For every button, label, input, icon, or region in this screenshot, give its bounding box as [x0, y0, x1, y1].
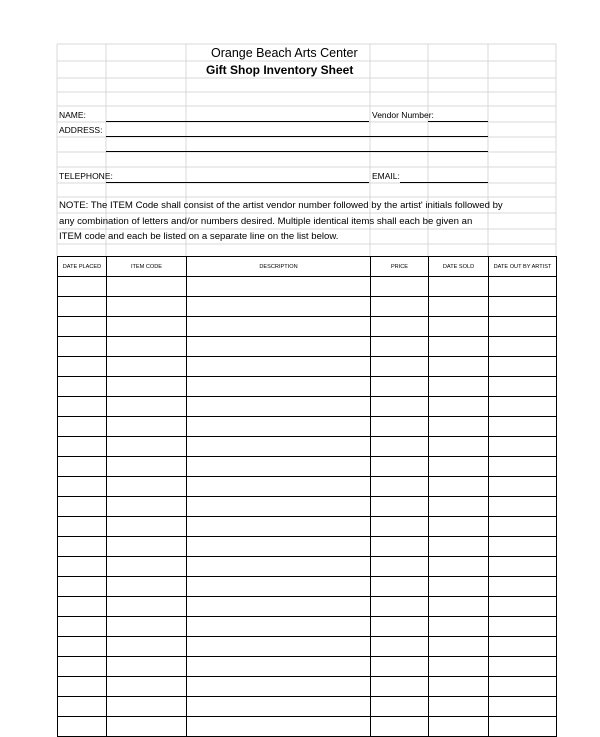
table-cell[interactable] [107, 457, 187, 477]
column-header-description: DESCRIPTION [187, 257, 371, 277]
table-cell[interactable] [429, 297, 489, 317]
table-cell[interactable] [371, 357, 429, 377]
table-cell[interactable] [371, 457, 429, 477]
table-row [58, 457, 557, 477]
table-row [58, 597, 557, 617]
table-row [58, 537, 557, 557]
table-cell[interactable] [489, 677, 557, 697]
table-cell[interactable] [58, 577, 107, 597]
table-cell[interactable] [107, 637, 187, 657]
table-cell[interactable] [107, 557, 187, 577]
table-cell[interactable] [489, 557, 557, 577]
table-cell[interactable] [429, 357, 489, 377]
table-cell[interactable] [371, 717, 429, 737]
table-cell[interactable] [58, 457, 107, 477]
table-cell[interactable] [107, 577, 187, 597]
table-cell[interactable] [107, 357, 187, 377]
table-cell[interactable] [107, 417, 187, 437]
table-cell[interactable] [58, 417, 107, 437]
table-row [58, 517, 557, 537]
table-cell[interactable] [371, 377, 429, 397]
vendor-number-label: Vendor Number: [372, 110, 434, 120]
table-cell[interactable] [371, 497, 429, 517]
table-cell[interactable] [371, 677, 429, 697]
table-cell[interactable] [429, 397, 489, 417]
table-cell[interactable] [58, 517, 107, 537]
table-cell[interactable] [107, 677, 187, 697]
table-row [58, 677, 557, 697]
address-field-line-2[interactable] [106, 151, 488, 152]
table-cell[interactable] [107, 697, 187, 717]
table-cell[interactable] [187, 517, 371, 537]
table-cell[interactable] [429, 557, 489, 577]
table-cell[interactable] [187, 597, 371, 617]
table-cell[interactable] [371, 617, 429, 637]
table-cell[interactable] [58, 317, 107, 337]
table-cell[interactable] [429, 277, 489, 297]
table-cell[interactable] [429, 577, 489, 597]
table-cell[interactable] [187, 497, 371, 517]
table-cell[interactable] [187, 357, 371, 377]
table-cell[interactable] [187, 637, 371, 657]
table-cell[interactable] [371, 517, 429, 537]
table-cell[interactable] [58, 357, 107, 377]
table-row [58, 637, 557, 657]
table-cell[interactable] [429, 517, 489, 537]
vendor-number-field[interactable] [428, 121, 488, 122]
table-cell[interactable] [429, 477, 489, 497]
table-cell[interactable] [187, 397, 371, 417]
table-cell[interactable] [107, 617, 187, 637]
table-row [58, 297, 557, 317]
table-cell[interactable] [489, 577, 557, 597]
table-cell[interactable] [489, 637, 557, 657]
table-cell[interactable] [58, 377, 107, 397]
table-row [58, 557, 557, 577]
table-cell[interactable] [187, 557, 371, 577]
table-row [58, 657, 557, 677]
table-cell[interactable] [371, 697, 429, 717]
table-cell[interactable] [489, 277, 557, 297]
table-cell[interactable] [58, 397, 107, 417]
table-row [58, 397, 557, 417]
table-cell[interactable] [371, 657, 429, 677]
table-cell[interactable] [371, 397, 429, 417]
email-field[interactable] [400, 182, 488, 183]
column-header-date-out-by-artist: DATE OUT BY ARTIST [489, 257, 557, 277]
note-line-3: ITEM code and each be listed on a separate line on the list below. [59, 231, 339, 242]
table-cell[interactable] [107, 437, 187, 457]
table-cell[interactable] [429, 717, 489, 737]
table-row [58, 417, 557, 437]
table-row [58, 317, 557, 337]
column-header-date-sold: DATE SOLD [429, 257, 489, 277]
table-cell[interactable] [429, 457, 489, 477]
table-cell[interactable] [107, 337, 187, 357]
table-row [58, 337, 557, 357]
table-cell[interactable] [58, 697, 107, 717]
table-cell[interactable] [187, 337, 371, 357]
column-header-price: PRICE [371, 257, 429, 277]
table-row [58, 497, 557, 517]
table-cell[interactable] [489, 657, 557, 677]
table-cell[interactable] [489, 337, 557, 357]
table-cell[interactable] [489, 357, 557, 377]
telephone-field[interactable] [106, 182, 369, 183]
table-header-row [58, 257, 557, 277]
table-row [58, 377, 557, 397]
table-cell[interactable] [58, 677, 107, 697]
table-cell[interactable] [371, 557, 429, 577]
table-cell[interactable] [107, 277, 187, 297]
column-header-date-placed: DATE PLACED [58, 257, 107, 277]
name-label: NAME: [59, 110, 86, 120]
table-cell[interactable] [187, 317, 371, 337]
table-cell[interactable] [58, 597, 107, 617]
table-cell[interactable] [489, 437, 557, 457]
telephone-label: TELEPHONE: [59, 171, 113, 181]
table-cell[interactable] [107, 517, 187, 537]
table-cell[interactable] [107, 297, 187, 317]
table-cell[interactable] [429, 617, 489, 637]
table-cell[interactable] [187, 477, 371, 497]
table-cell[interactable] [187, 537, 371, 557]
table-cell[interactable] [489, 457, 557, 477]
table-cell[interactable] [371, 337, 429, 357]
table-row [58, 437, 557, 457]
table-cell[interactable] [107, 377, 187, 397]
table-cell[interactable] [489, 417, 557, 437]
table-cell[interactable] [429, 317, 489, 337]
organization-name: Orange Beach Arts Center [211, 46, 358, 60]
sheet-title: Gift Shop Inventory Sheet [206, 63, 354, 77]
table-cell[interactable] [429, 597, 489, 617]
table-cell[interactable] [489, 697, 557, 717]
table-row [58, 617, 557, 637]
table-row [58, 477, 557, 497]
table-cell[interactable] [58, 297, 107, 317]
table-row [58, 277, 557, 297]
table-cell[interactable] [187, 457, 371, 477]
inventory-table-body [58, 277, 557, 737]
table-row [58, 357, 557, 377]
table-cell[interactable] [489, 597, 557, 617]
table-cell[interactable] [429, 437, 489, 457]
table-cell[interactable] [371, 437, 429, 457]
table-cell[interactable] [58, 557, 107, 577]
table-cell[interactable] [107, 657, 187, 677]
table-cell[interactable] [187, 277, 371, 297]
table-cell[interactable] [187, 437, 371, 457]
table-cell[interactable] [429, 417, 489, 437]
table-cell[interactable] [489, 397, 557, 417]
table-cell[interactable] [489, 517, 557, 537]
table-cell[interactable] [187, 297, 371, 317]
address-field-line-1[interactable] [106, 136, 488, 137]
table-cell[interactable] [187, 417, 371, 437]
table-cell[interactable] [187, 617, 371, 637]
table-cell[interactable] [58, 277, 107, 297]
table-cell[interactable] [371, 577, 429, 597]
table-cell[interactable] [429, 697, 489, 717]
table-cell[interactable] [187, 577, 371, 597]
table-cell[interactable] [107, 717, 187, 737]
table-cell[interactable] [489, 717, 557, 737]
table-row [58, 577, 557, 597]
table-cell[interactable] [371, 537, 429, 557]
table-cell[interactable] [371, 277, 429, 297]
table-cell[interactable] [58, 637, 107, 657]
table-cell[interactable] [429, 537, 489, 557]
table-cell[interactable] [107, 497, 187, 517]
table-cell[interactable] [107, 317, 187, 337]
table-cell[interactable] [371, 317, 429, 337]
table-cell[interactable] [429, 657, 489, 677]
table-cell[interactable] [371, 597, 429, 617]
table-cell[interactable] [187, 677, 371, 697]
table-cell[interactable] [489, 497, 557, 517]
name-field[interactable] [106, 121, 369, 122]
table-row [58, 697, 557, 717]
table-cell[interactable] [429, 677, 489, 697]
table-cell[interactable] [107, 477, 187, 497]
table-cell[interactable] [58, 537, 107, 557]
table-cell[interactable] [58, 437, 107, 457]
table-cell[interactable] [58, 497, 107, 517]
table-cell[interactable] [489, 477, 557, 497]
table-cell[interactable] [58, 617, 107, 637]
table-cell[interactable] [371, 297, 429, 317]
table-cell[interactable] [489, 377, 557, 397]
table-cell[interactable] [187, 697, 371, 717]
table-cell[interactable] [489, 537, 557, 557]
table-cell[interactable] [489, 297, 557, 317]
table-cell[interactable] [489, 617, 557, 637]
column-header-item-code: ITEM CODE [107, 257, 187, 277]
table-cell[interactable] [371, 637, 429, 657]
table-cell[interactable] [429, 497, 489, 517]
table-cell[interactable] [489, 317, 557, 337]
table-cell[interactable] [429, 337, 489, 357]
email-label: EMAIL: [372, 171, 400, 181]
table-cell[interactable] [371, 417, 429, 437]
table-cell[interactable] [187, 377, 371, 397]
table-cell[interactable] [107, 597, 187, 617]
table-cell[interactable] [187, 657, 371, 677]
table-cell[interactable] [107, 397, 187, 417]
table-cell[interactable] [371, 477, 429, 497]
table-cell[interactable] [58, 717, 107, 737]
note-line-2: any combination of letters and/or numbers desired. Multiple identical items shall each be given an [59, 216, 473, 227]
table-cell[interactable] [58, 477, 107, 497]
table-cell[interactable] [107, 537, 187, 557]
table-cell[interactable] [58, 657, 107, 677]
inventory-table [57, 256, 557, 737]
table-cell[interactable] [187, 717, 371, 737]
table-cell[interactable] [429, 637, 489, 657]
address-label: ADDRESS: [59, 125, 103, 135]
table-row [58, 717, 557, 737]
note-line-1: NOTE: The ITEM Code shall consist of the artist vendor number followed by the artist' initials followed by [59, 200, 503, 211]
table-cell[interactable] [429, 377, 489, 397]
table-cell[interactable] [58, 337, 107, 357]
